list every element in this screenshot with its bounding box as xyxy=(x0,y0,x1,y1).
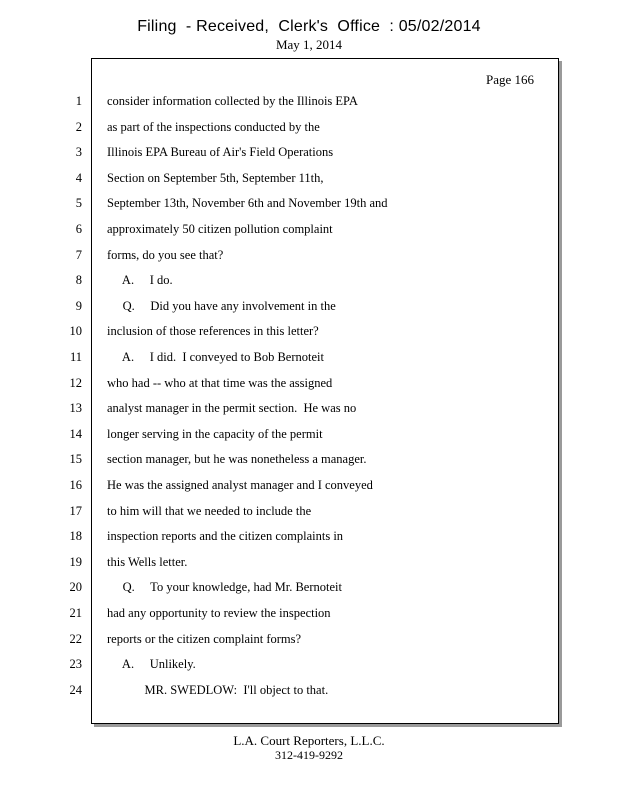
line-number: 3 xyxy=(75,145,82,160)
line-number: 9 xyxy=(75,298,82,313)
transcript-line-text: Q. To your knowledge, had Mr. Bernoteit xyxy=(107,580,342,595)
line-number: 10 xyxy=(69,324,82,339)
line-number: 7 xyxy=(75,247,82,262)
line-number: 19 xyxy=(69,554,82,569)
line-number: 14 xyxy=(69,426,82,441)
transcript-line-text: consider information collected by the Illinois EPA xyxy=(107,94,358,108)
footer-company: L.A. Court Reporters, L.L.C. xyxy=(233,733,385,748)
filing-stamp: Filing - Received, Clerk's Office : 05/02/2014 xyxy=(137,18,481,35)
transcript-line-text: Q. Did you have any involvement in the xyxy=(107,298,336,313)
transcript-line-text: reports or the citizen complaint forms? xyxy=(107,631,302,646)
transcript-line-text: September 13th, November 6th and November 19th and xyxy=(107,196,388,211)
line-number: 12 xyxy=(69,375,82,390)
line-number: 20 xyxy=(69,580,82,595)
line-number: 13 xyxy=(69,401,82,416)
transcript-line-text: this Wells letter. xyxy=(107,554,188,569)
transcript-line-text: as part of the inspections conducted by the xyxy=(107,119,320,134)
transcript-line-text: section manager, but he was nonetheless a manager. xyxy=(107,452,367,467)
line-number: 5 xyxy=(75,196,82,211)
line-number: 2 xyxy=(75,119,82,134)
transcript-line-text: approximately 50 citizen pollution complaint xyxy=(107,222,333,236)
line-number: 18 xyxy=(69,529,82,544)
transcript-line-text: Illinois EPA Bureau of Air's Field Operations xyxy=(107,145,334,160)
line-number: 15 xyxy=(69,452,82,467)
line-number: 22 xyxy=(69,631,82,646)
line-number: 23 xyxy=(69,657,82,672)
transcript-line-text: MR. SWEDLOW: I'll object to that. xyxy=(107,682,329,697)
transcript-line-text: had any opportunity to review the inspection xyxy=(107,606,331,620)
transcript-line-text: forms, do you see that? xyxy=(107,247,224,262)
transcript-line-text: A. I do. xyxy=(107,273,173,288)
transcript-line-text: to him will that we needed to include the xyxy=(107,503,312,518)
transcript-line-text: who had -- who at that time was the assigned xyxy=(107,375,333,390)
transcript-line-text: He was the assigned analyst manager and I conveyed xyxy=(107,478,373,492)
line-number: 24 xyxy=(69,682,82,697)
line-number: 1 xyxy=(75,94,82,108)
line-number: 17 xyxy=(69,503,82,518)
page-number: Page 166 xyxy=(485,72,534,87)
line-number: 21 xyxy=(69,606,82,620)
deposition-date: May 1, 2014 xyxy=(275,37,343,52)
transcript-line-text: inclusion of those references in this letter? xyxy=(107,324,319,339)
transcript-line-text: analyst manager in the permit section. He was no xyxy=(107,401,357,416)
footer-phone: 312-419-9292 xyxy=(275,748,343,762)
line-number: 16 xyxy=(69,478,82,492)
line-number: 11 xyxy=(69,350,82,364)
transcript-line-text: A. I did. I conveyed to Bob Bernoteit xyxy=(107,350,324,364)
line-number: 8 xyxy=(75,273,82,288)
transcript-line-text: A. Unlikely. xyxy=(107,657,196,672)
line-number: 4 xyxy=(75,170,82,185)
transcript-line-text: inspection reports and the citizen complaints in xyxy=(107,529,344,544)
transcript-line-text: longer serving in the capacity of the permit xyxy=(107,426,323,441)
transcript-line-text: Section on September 5th, September 11th, xyxy=(107,170,324,185)
line-number: 6 xyxy=(75,222,82,236)
